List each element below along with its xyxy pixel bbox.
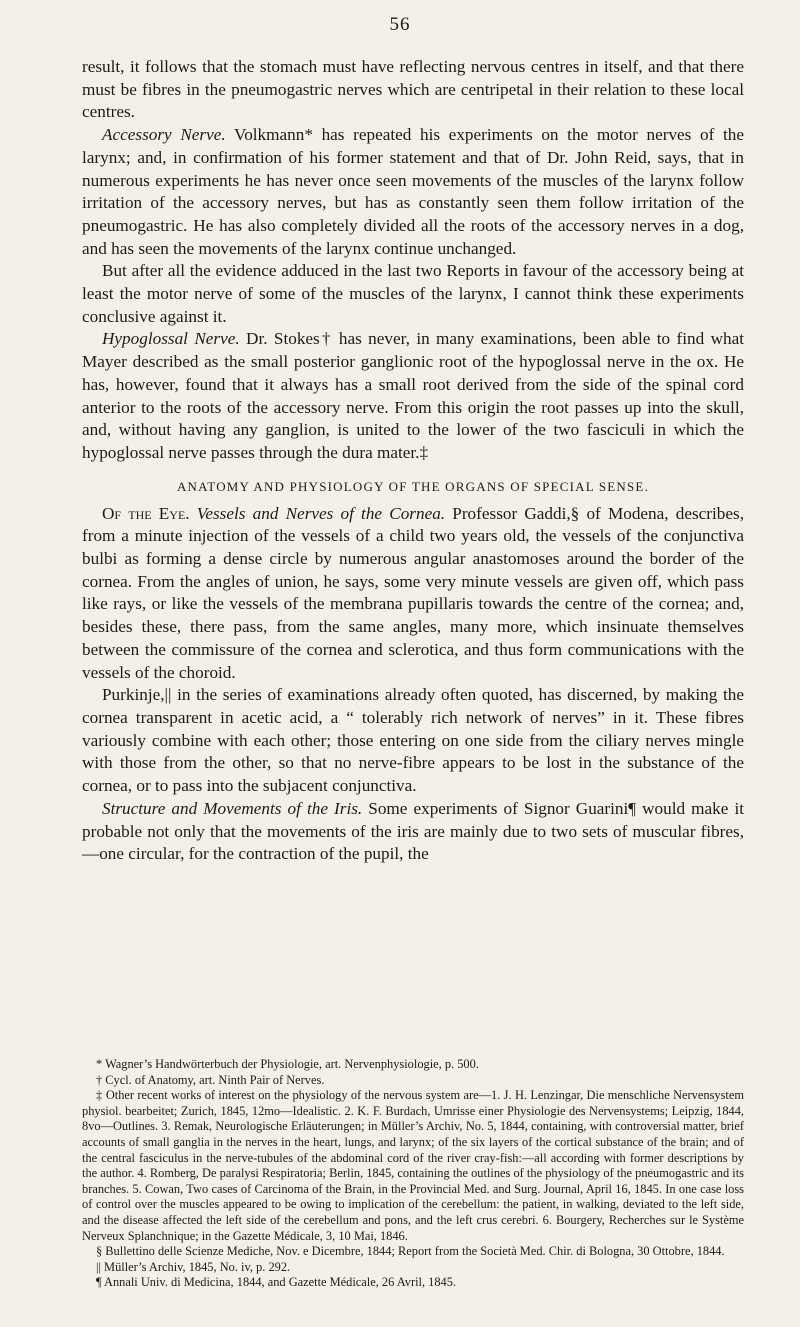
footnote: ¶ Annali Univ. di Medicina, 1844, and Gazette Médicale, 26 Avril, 1845. bbox=[96, 1275, 457, 1290]
subsection-heading: Vessels and Nerves of the Cornea. bbox=[196, 503, 446, 523]
paragraph bbox=[82, 260, 744, 328]
paragraph-text: result, it follows that the stomach must have reflecting nervous centres in itself, and that there must be fibres in the pneumogastric nerves which are centripetal in their relation to these local centres. bbox=[82, 57, 744, 122]
paragraph bbox=[82, 56, 744, 124]
paragraph-text: Purkinje,|| in the series of examinations already often quoted, has discerned, by making the cornea transparent in acetic acid, a “ tolerably rich network of nerves” in it. These fibres variously combine with each other; those entering on one side from the ciliary nerves mingle with those from the other, so that no nerve-fibre appears to be lost in the substance of the cornea, or to pass into the subjacent conjunctiva. bbox=[82, 685, 744, 796]
paragraph bbox=[82, 503, 744, 685]
footnote: || Müller’s Archiv, 1845, No. iv, p. 292. bbox=[96, 1259, 291, 1274]
paragraph bbox=[82, 684, 744, 798]
section-heading: ANATOMY AND PHYSIOLOGY OF THE ORGANS OF SPECIAL SENSE. bbox=[176, 478, 650, 494]
paragraph-text: Some experiments of Signor Guarini¶ would make it probable not only that the movements of the iris are mainly due to two sets of muscular fibres,—one circular, for the contraction of the pupil, the bbox=[82, 798, 744, 864]
subsection-heading: Hypoglossal Nerve. bbox=[102, 329, 240, 349]
footnote: ‡ Other recent works of interest on the physiology of the nervous system are—1. J. H. Lenzingar, Die menschliche Nervensystem physiol. bearbeitet; Zurich, 1845, 12mo—Idealistic. 2. K. F. Burdach, Umrisse einer Physiologie des Nervensystems; Leipzig, 1844, 8vo—Outlines. 3. Remak, Neurologische Erläuterungen; in Müller’s Archiv, No. 5, 1844, containing, with controversial matter, brief accounts of small ganglia in the nerves in the heart, lungs, and larynx; of the six layers of the cortical substance of the brain; and of the central fasciculus in the nerve-tubules of the abdominal cord of the river cray-fish:—all according with former descriptions by the author. 4. Romberg, De paralysi Respiratoria; Berlin, 1845, containing the outlines of the physiology of the pneumogastric and its branches. 5. Cowan, Two cases of Carcinoma of the Brain, in the Provincial Med. and Surg. Journal, April 16, 1845. In one case loss of control over the muscles appeared to be owing to implication of the cerebellum: the patient, in walking, deviated to the left side, and the disease affected the left side of the cerebellum and pons, and the left crus cerebri. 6. Bourgery, Recherches sur le Système Nerveux Splanchnique; in the Gazette Médicale, 3, 10 Mai, 1846. bbox=[82, 1088, 744, 1243]
paragraph bbox=[82, 124, 744, 260]
subsection-heading: Structure and Movements of the Iris. bbox=[102, 798, 363, 818]
footnote: * Wagner’s Handwörterbuch der Physiologie, art. Nervenphysiologie, p. 500. bbox=[96, 1057, 479, 1071]
paragraph bbox=[82, 798, 744, 866]
body-text bbox=[82, 56, 744, 866]
footnote: † Cycl. of Anatomy, art. Ninth Pair of Nerves. bbox=[96, 1072, 325, 1087]
footnotes bbox=[82, 1057, 744, 1291]
paragraph-text: But after all the evidence adduced in the last two Reports in favour of the accessory being at least the motor nerve of some of the muscles of the larynx, I cannot think these experiments conclusive against it. bbox=[82, 261, 744, 326]
paragraph bbox=[82, 328, 744, 464]
paragraph-text: Professor Gaddi,§ of Modena, describes, from a minute injection of the vessels of a child two years old, the vessels of the conjunctiva bulbi as forming a dense circle by numerous angular anastomoses around the border of the cornea. From the angles of union, he says, some very minute vessels are given off, which pass like rays, or like the vessels of the membrana pupillaris towards the centre of the cornea; and, besides these, there pass, from the same angles, many more, which insinuate themselves between the commissure of the cornea and sclerotica, and thus form communications with the vessels of the choroid. bbox=[82, 503, 744, 682]
page-number: 56 bbox=[389, 14, 411, 35]
footnote: § Bullettino delle Scienze Mediche, Nov. e Dicembre, 1844; Report from the Società Med. Chir. di Bologna, 30 Ottobre, 1844. bbox=[96, 1244, 725, 1259]
paragraph-text: Dr. Stokes† has never, in many examinations, been able to find what Mayer described as the small posterior ganglionic root of the hypoglossal nerve in the ox. He has, however, found that it always has a small root derived from the side of the spinal cord anterior to the roots of the accessory nerve. From this origin the root passes up into the skull, and, without having any ganglion, is united to the lower of the two fasciculi in which the hypoglossal nerve passes through the dura mater.‡ bbox=[82, 329, 744, 462]
paragraph-text: Volkmann* has repeated his experiments on the motor nerves of the larynx; and, in confirmation of his former statement and that of Dr. John Reid, says, that in numerous experiments he has never once seen movements of the muscles of the larynx follow irritation of the accessory nerves, but has as constantly seen them follow irritation of the pneumogastric. He has also completely divided all the roots of the accessory nerves in a dog, and has seen the movements of the larynx continue unchanged. bbox=[82, 125, 744, 258]
section-lead: Of the Eye. bbox=[102, 503, 190, 523]
subsection-heading: Accessory Nerve. bbox=[102, 125, 226, 145]
